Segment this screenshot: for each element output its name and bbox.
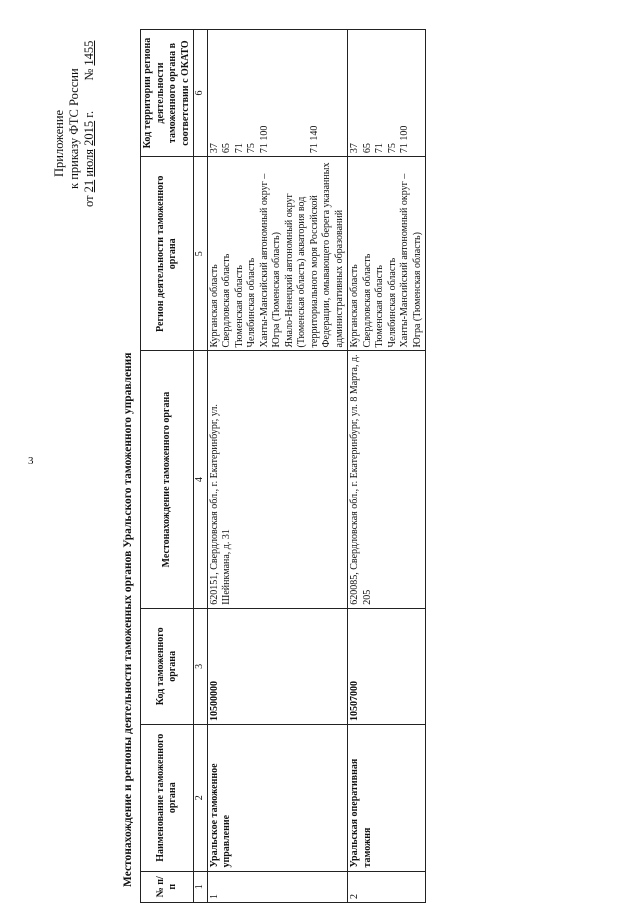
date-prefix: от [82, 195, 96, 207]
header-name: Наименование таможенного органа [141, 724, 194, 871]
appendix-line1: Приложение [52, 109, 66, 177]
appendix-date-line [82, 7, 97, 207]
row-no: 1 [207, 871, 348, 902]
okato-code: 71 100 [399, 125, 410, 154]
header-no: № п/п [141, 871, 194, 902]
region-item: Челябинская область [246, 257, 257, 348]
okato-code: 71 100 [258, 125, 270, 154]
colnum-3: 3 [194, 608, 208, 724]
row-okato [348, 30, 426, 157]
page-number: 3 [28, 455, 34, 467]
okato-code: 75 [386, 143, 398, 154]
table-row [207, 30, 348, 903]
colnum-2: 2 [194, 724, 208, 871]
okato-code: 65 [221, 143, 232, 154]
table-row [348, 30, 426, 903]
okato-code: 65 [361, 143, 373, 154]
row-code: 10500000 [207, 608, 348, 724]
document-title: Местонахождение и регионы деятельности таможенных органов Уральского таможенного управления [122, 352, 134, 887]
okato-code: 75 [246, 143, 257, 154]
date-year: 2015 [82, 120, 96, 146]
appendix-line2: к приказу ФТС России [67, 68, 81, 189]
row-location: 620151, Свердловская обл., г. Екатеринбург, ул. Шейнкмана, д. 31 [207, 351, 348, 608]
region-item: Ханты-Мансийский автономный округ – Югра (Тюменская область) [399, 173, 423, 348]
row-no: 2 [348, 871, 426, 902]
header-row [141, 30, 194, 903]
region-item: Свердловская область [221, 253, 232, 348]
colnum-5: 5 [194, 157, 208, 351]
row-name: Уральское таможенное управление [207, 724, 348, 871]
order-number: 1455 [82, 40, 96, 66]
region-item: Ханты-Мансийский автономный округ – Югра (Тюменская область) [258, 173, 282, 348]
column-number-row [194, 30, 208, 903]
okato-code: 37 [349, 143, 360, 154]
region-item: Свердловская область [361, 253, 373, 348]
row-regions [348, 157, 426, 351]
customs-table [140, 29, 426, 903]
date-month: июля [82, 148, 96, 177]
row-regions [207, 157, 348, 351]
row-location: 620085, Свердловская обл., г. Екатеринбург, ул. 8 Марта, д. 205 [348, 351, 426, 608]
okato-code: 71 140 [308, 125, 320, 154]
colnum-1: 1 [194, 871, 208, 902]
row-code: 10507000 [348, 608, 426, 724]
date-year-suffix: г. [82, 110, 96, 118]
header-location: Местонахождение таможенного органа [141, 351, 194, 608]
date-day: 21 [82, 179, 96, 193]
appendix-block [52, 7, 97, 207]
row-name: Уральская оперативная таможня [348, 724, 426, 871]
okato-code: 71 [233, 143, 245, 154]
region-item: Челябинская область [386, 257, 398, 348]
okato-code: 71 [374, 143, 385, 154]
region-item: Курганская область [349, 264, 360, 348]
region-item: Тюменская область [374, 265, 385, 348]
header-okato: Код территории региона деятельности таможенного органа в соответствии с ОКАТО [141, 30, 194, 157]
header-code: Код таможенного органа [141, 608, 194, 724]
region-item: Ямало-Ненецкий автономный округ (Тюменская область) акватория вод территориального моря Российской Федерации, омывающего берега указанных административных образований [283, 162, 345, 348]
okato-code: 37 [208, 143, 220, 154]
region-item: Тюменская область [233, 265, 245, 348]
row-okato [207, 30, 348, 157]
colnum-6: 6 [194, 30, 208, 157]
colnum-4: 4 [194, 351, 208, 608]
number-sign: № [82, 68, 96, 81]
header-region: Регион деятельности таможенного органа [141, 157, 194, 351]
region-item: Курганская область [208, 264, 220, 348]
